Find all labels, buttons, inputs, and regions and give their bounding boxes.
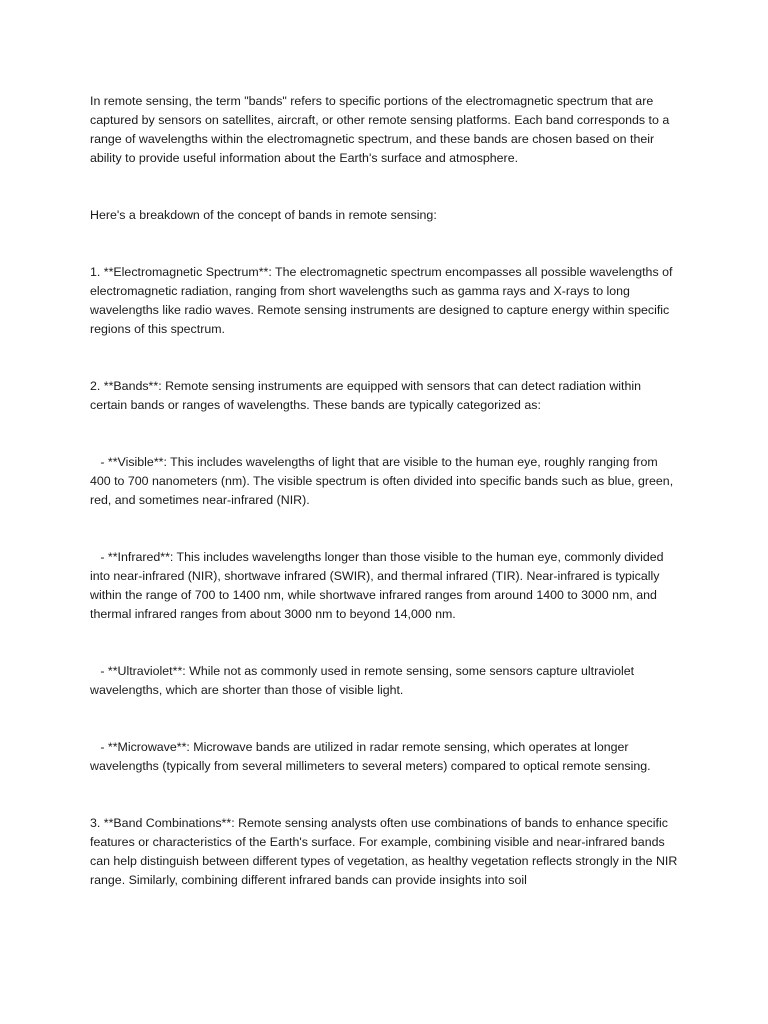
bands-paragraph: 2. **Bands**: Remote sensing instruments are equipped with sensors that can detect radiation within certain bands or ranges of wavelengths. These bands are typically categorized as: <box>90 379 645 412</box>
infrared-band-paragraph: - **Infrared**: This includes wavelengths longer than those visible to the human eye, commonly divided into near-infrared (NIR), shortwave infrared (SWIR), and thermal infrared (TIR). Near-infrared is typically within the range of 700 to 1400 nm, while shortwave infrared ranges from around 1400 to 3000 nm, and thermal infrared ranges from about 3000 nm to beyond 14,000 nm. <box>90 550 667 621</box>
visible-band-paragraph: - **Visible**: This includes wavelengths of light that are visible to the human eye, roughly ranging from 400 to 700 nanometers (nm). The visible spectrum is often divided into specific bands such as blue, green, red, and sometimes near-infrared (NIR). <box>90 455 677 507</box>
breakdown-intro-paragraph: Here's a breakdown of the concept of bands in remote sensing: <box>90 208 437 222</box>
band-combinations-paragraph: 3. **Band Combinations**: Remote sensing analysts often use combinations of bands to enhance specific features or characteristics of the Earth's surface. For example, combining visible and near-infrared bands can help distinguish between different types of vegetation, as healthy vegetation reflects strongly in the NIR range. Similarly, combining different infrared bands can provide insights into soil <box>90 816 681 887</box>
microwave-band-paragraph: - **Microwave**: Microwave bands are utilized in radar remote sensing, which operates at longer wavelengths (typically from several millimeters to several meters) compared to optical remote sensing. <box>90 740 651 773</box>
document-page <box>90 92 680 928</box>
ultraviolet-band-paragraph: - **Ultraviolet**: While not as commonly used in remote sensing, some sensors capture ultraviolet wavelengths, which are shorter than those of visible light. <box>90 664 638 697</box>
intro-paragraph: In remote sensing, the term "bands" refers to specific portions of the electromagnetic spectrum that are captured by sensors on satellites, aircraft, or other remote sensing platforms. Each band corresponds to a range of wavelengths within the electromagnetic spectrum, and these bands are chosen based on their ability to provide useful information about the Earth's surface and atmosphere. <box>90 94 673 165</box>
electromagnetic-spectrum-paragraph: 1. **Electromagnetic Spectrum**: The electromagnetic spectrum encompasses all possible wavelengths of electromagnetic radiation, ranging from short wavelengths such as gamma rays and X-rays to long wavelengths like radio waves. Remote sensing instruments are designed to capture energy within specific regions of this spectrum. <box>90 265 676 336</box>
